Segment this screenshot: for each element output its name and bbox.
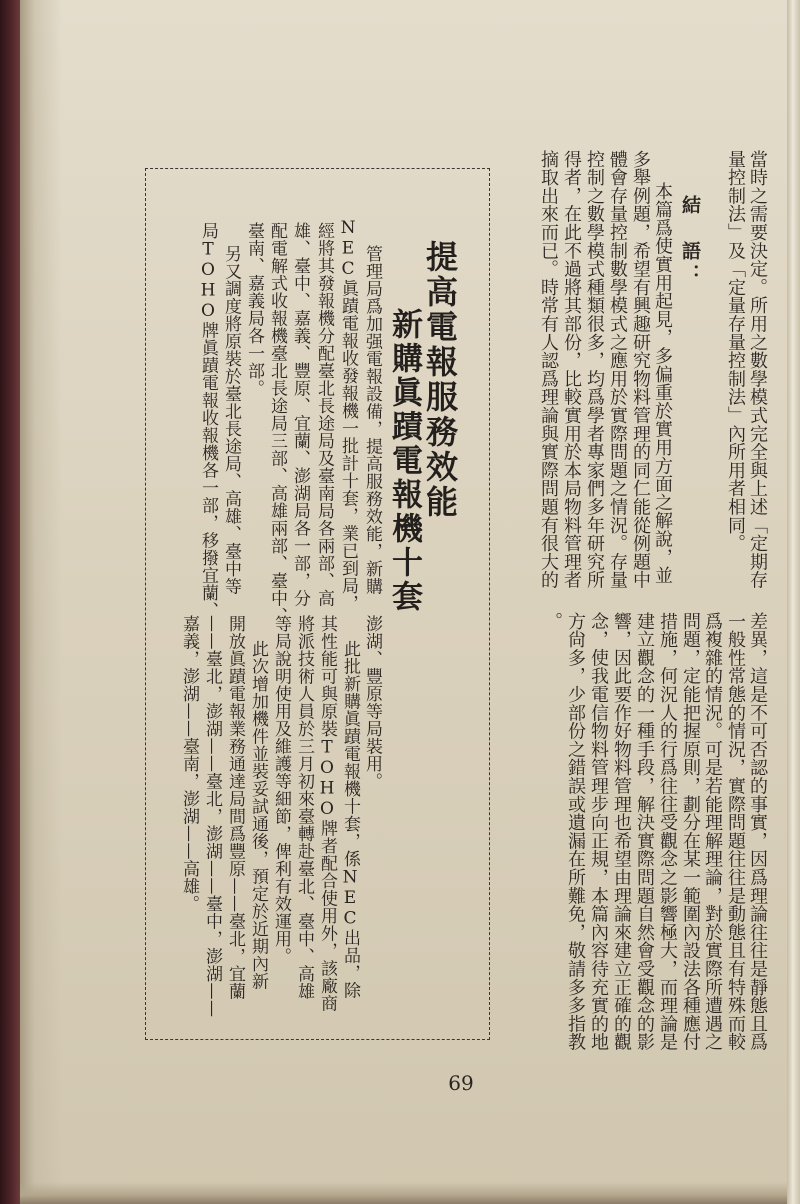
text-line: 配電解式收報機臺北長途局三部、高雄兩部、臺中、 bbox=[267, 222, 287, 625]
text-line: 另又調度將原裝於臺北長途局、高雄、臺中等 bbox=[221, 245, 241, 595]
text-line: 體會存量控制數學模式之應用於實際問題之情況。存量 bbox=[607, 150, 628, 590]
section-heading-conclusion: 結 語： bbox=[679, 195, 701, 287]
text-line: 雄、臺中、嘉義、豐原、宜蘭、澎湖局各一部，分 bbox=[290, 222, 310, 607]
text-line: 量控制法」及「定量存量控制法」內所用者相同。 bbox=[725, 150, 746, 553]
text-line: 此次增加機件並裝妥試通後，預定於近期內新 bbox=[248, 640, 268, 990]
text-line: 控制之數學模式種類很多，均爲學者專家們多年研究所 bbox=[584, 150, 605, 590]
news-title: 提高電報服務效能 bbox=[421, 240, 459, 520]
text-line: 方尙多，少部份之錯誤或遺漏在所難免，敬請多多指教 bbox=[565, 612, 586, 1052]
text-line: 建立觀念的一種手段，解決實際問題自然會受觀念的影 bbox=[634, 612, 655, 1052]
text-line: 管理局爲加强電報設備，提高服務效能，新購 bbox=[362, 245, 382, 595]
text-line: 等局說明使用及維護等細節，俾利有效運用。 bbox=[271, 615, 291, 965]
text-line: 當時之需要決定。所用之數學模式完全與上述「定期存 bbox=[747, 150, 768, 590]
text-line: 臺南、嘉義局各一部。 bbox=[244, 222, 264, 397]
text-line: 經將其發報機分配臺北長途局及臺南局各兩部、高 bbox=[314, 222, 334, 607]
text-line: 局TOHO牌眞蹟電報收報機各一部，移撥宜蘭、 bbox=[198, 222, 218, 619]
page-fore-edge bbox=[787, 0, 800, 1204]
text-line: 念，使我電信物料管理步向正規，本篇內容待充實的地 bbox=[588, 612, 609, 1052]
text-line: ——臺北，澎湖——臺北，澎湖——臺中，澎湖—— bbox=[202, 615, 222, 1018]
text-line: 此批新購眞蹟電報機十套，係NEC出品，除 bbox=[340, 640, 360, 999]
text-line: 其性能可與原裝TOHO牌者配合使用外，該廠商 bbox=[317, 615, 337, 1012]
text-line: 一般性常態的情況，實際問題往往是動態且有特殊而較 bbox=[725, 612, 746, 1052]
text-line: 問題，定能把握原則，劃分在某一範圍內設法各種應付 bbox=[680, 612, 701, 1052]
page-gutter bbox=[20, 0, 62, 1204]
text-line: 爲複雜的情況。可是若能理解理論，對於實際所遭遇之 bbox=[702, 612, 723, 1052]
news-subtitle: 新購眞蹟電報機十套 bbox=[386, 308, 422, 614]
text-line: 嘉義，澎湖——臺南，澎湖——高雄。 bbox=[179, 615, 199, 913]
text-line: 多舉例題，希望有興趣研究物料管理的同仁能從例題中 bbox=[630, 150, 651, 590]
text-line: 澎湖、豐原等局裝用。 bbox=[362, 615, 382, 790]
text-line: 摘取出來而已。時常有人認爲理論與實際問題有很大的 bbox=[538, 150, 559, 590]
text-line: 差異，這是不可否認的事實，因爲理論往往是靜態且爲 bbox=[747, 612, 768, 1052]
text-line: 本篇爲使實用起見，多偏重於實用方面之解說，並 bbox=[652, 182, 673, 585]
page-number: 69 bbox=[448, 1071, 474, 1095]
text-line: 響，因此要作好物料管理也希望由理論來建立正確的觀 bbox=[611, 612, 632, 1052]
text-line: NEC眞蹟電報收發報機一批計十套，業已到局， bbox=[338, 218, 358, 612]
page-bottom-edge bbox=[20, 1182, 787, 1204]
text-line: 得者，在此不過將其部份，比較實用於本局物料管理者 bbox=[561, 150, 582, 590]
text-line: 。 bbox=[542, 612, 563, 631]
text-line: 措施，何況人的行爲往往受觀念之影響極大，而理論是 bbox=[657, 612, 678, 1052]
text-line: 將派技術人員於三月初來臺轉赴臺北、臺中、高雄 bbox=[294, 615, 314, 1000]
book-binding bbox=[0, 0, 20, 1204]
text-line: 開放眞蹟電報業務通達局間爲豐原——臺北，宜蘭 bbox=[225, 615, 245, 1000]
